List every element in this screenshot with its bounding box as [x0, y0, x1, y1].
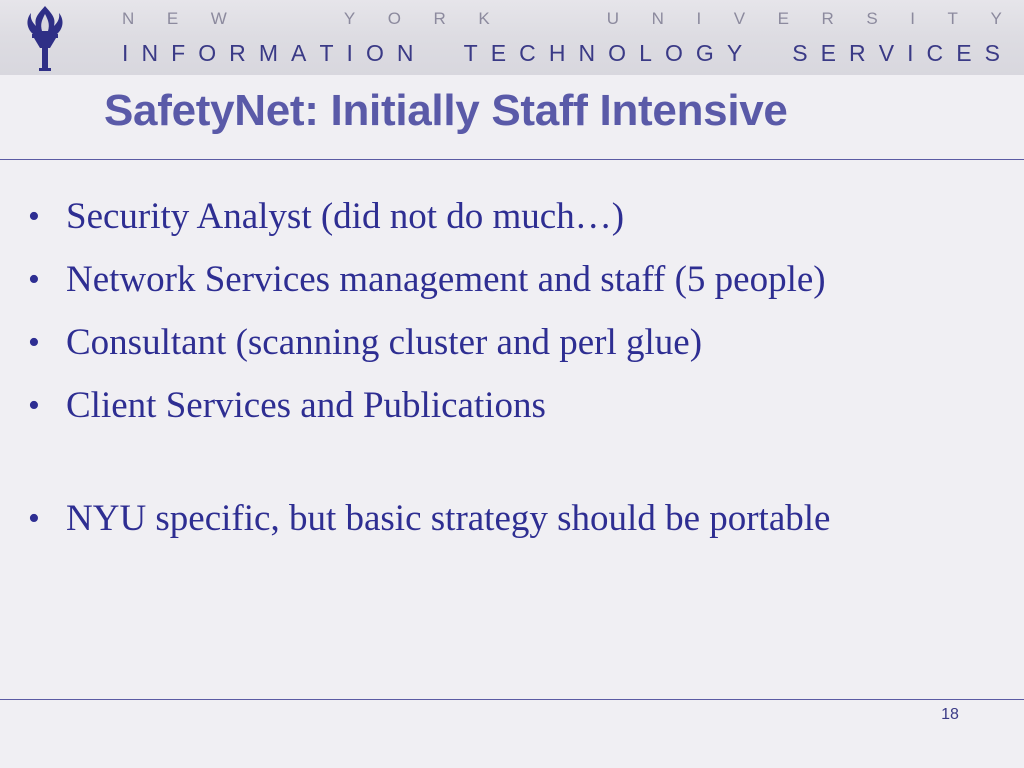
- banner-university-name: [122, 6, 1002, 32]
- banner-letter: N: [396, 39, 414, 66]
- banner-letter: V: [733, 9, 746, 28]
- banner-letter: N: [578, 39, 596, 66]
- banner-letter: N: [122, 9, 135, 28]
- bullet-text: Client Services and Publications: [66, 385, 546, 426]
- footer-divider: [0, 699, 1024, 700]
- bullet-marker: •: [28, 198, 40, 235]
- banner-letter: N: [141, 39, 159, 66]
- bullet-text: Network Services management and staff (5 people): [66, 259, 826, 300]
- banner-letter: S: [792, 39, 808, 66]
- banner-letter: O: [198, 39, 217, 66]
- banner-letter: G: [695, 39, 714, 66]
- bullet-text: Security Analyst (did not do much…): [66, 196, 625, 237]
- bullet-list: [28, 188, 908, 553]
- bullet-item: [28, 188, 908, 245]
- bullet-marker: •: [28, 324, 40, 361]
- banner-letter: O: [608, 39, 627, 66]
- banner-letter: Y: [726, 39, 743, 66]
- header-banner: [0, 0, 1024, 75]
- bullet-text: Consultant (scanning cluster and perl glue): [66, 322, 703, 363]
- banner-letter: K: [478, 9, 490, 28]
- banner-letter: Y: [343, 9, 356, 28]
- page-number: 18: [941, 706, 959, 723]
- banner-letter: O: [664, 39, 683, 66]
- banner-letter: C: [519, 39, 536, 66]
- banner-letter: T: [947, 9, 958, 28]
- banner-letter: I: [346, 39, 353, 66]
- banner-letter: I: [122, 39, 129, 66]
- banner-letter: A: [291, 39, 307, 66]
- banner-letter: S: [984, 39, 1000, 66]
- slide-title: SafetyNet: Initially Staff Intensive: [104, 86, 788, 135]
- banner-letter: E: [490, 39, 507, 66]
- banner-letter: I: [696, 9, 702, 28]
- banner-letter: W: [210, 9, 227, 28]
- banner-letter: R: [229, 39, 246, 66]
- bullet-text: NYU specific, but basic strategy should be portable: [66, 498, 831, 539]
- banner-letter: R: [433, 9, 446, 28]
- banner-letter: S: [866, 9, 878, 28]
- banner-letter: Y: [990, 9, 1002, 28]
- bullet-marker: •: [28, 261, 40, 298]
- banner-department-name: [122, 38, 1000, 68]
- banner-letter: R: [849, 39, 866, 66]
- banner-letter: U: [606, 9, 620, 28]
- banner-letter: O: [387, 9, 401, 28]
- banner-letter: E: [820, 39, 836, 66]
- banner-letter: F: [171, 39, 186, 66]
- title-divider: [0, 159, 1024, 160]
- bullet-marker: •: [28, 387, 40, 424]
- banner-letter: H: [548, 39, 566, 66]
- banner-letter: N: [651, 9, 664, 28]
- banner-letter: R: [821, 9, 834, 28]
- banner-letter: I: [907, 39, 914, 66]
- banner-letter: L: [639, 39, 652, 66]
- banner-letter: C: [926, 39, 944, 66]
- bullet-item: [28, 251, 908, 308]
- banner-letter: T: [463, 39, 478, 66]
- nyu-torch-icon: [20, 4, 70, 72]
- bullet-item: [28, 377, 908, 434]
- bullet-item: [28, 314, 908, 371]
- banner-letter: E: [777, 9, 789, 28]
- banner-letter: M: [258, 39, 278, 66]
- banner-letter: T: [319, 39, 334, 66]
- banner-letter: E: [166, 9, 179, 28]
- bullet-item: [28, 490, 908, 547]
- banner-letter: E: [956, 39, 972, 66]
- bullet-marker: •: [28, 500, 40, 537]
- banner-letter: I: [910, 9, 915, 28]
- banner-letter: O: [365, 39, 384, 66]
- banner-letter: V: [878, 39, 895, 66]
